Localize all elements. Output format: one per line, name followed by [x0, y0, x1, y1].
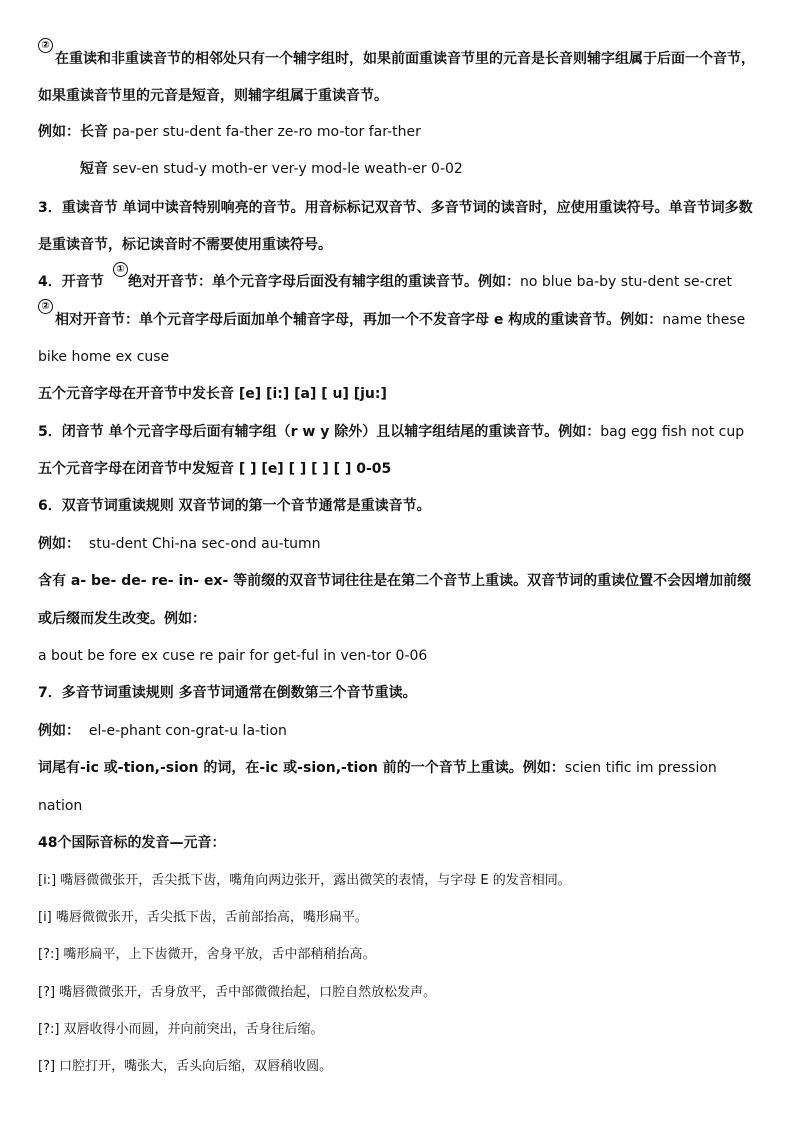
- section-4-line-3: bike home ex cuse: [38, 349, 170, 365]
- short-label: 短音: [80, 161, 108, 177]
- example-long-line: [38, 123, 778, 141]
- ipa-item: [i] 嘴唇微微张开，舌尖抵下齿，舌前部抬高，嘴形扁平。: [38, 910, 368, 925]
- long-words: pa-per stu-dent fa-ther ze-ro mo-tor far-ther: [112, 124, 421, 140]
- ipa-item: [i:] 嘴唇微微张开，舌尖抵下齿，嘴角向两边张开，露出微笑的表情，与字母 E 的发音相同。: [38, 873, 571, 888]
- ipa-item: [?:] 嘴形扁平，上下齿微开，舍身平放，舌中部稍稍抬高。: [38, 947, 376, 962]
- section-4-line-2: 相对开音节：单个元音字母后面加单个辅音字母，再加一个不发音字母 e 构成的重读音节。例如：name these: [55, 312, 746, 328]
- section-5-line-1: 5．闭音节 单个元音字母后面有辅字组（r w y 除外）且以辅字组结尾的重读音节。例如：bag egg fish not cup: [38, 424, 745, 440]
- section-7-line-4: nation: [38, 798, 83, 814]
- section-4-line-4: 五个元音字母在开音节中发长音 [e] [i:] [a] [ u] [ju:]: [38, 386, 387, 402]
- long-label: 长音: [80, 124, 108, 140]
- section-6-line-4: 或后缀而发生改变。例如：: [38, 611, 206, 627]
- section-6-example: 例如： stu-dent Chi-na sec-ond au-tumn: [38, 536, 321, 552]
- section-3-line-1: 3．重读音节 单词中读音特别响亮的音节。用音标标记双音节、多音节词的读音时，应使用重读符号。单音节词多数: [38, 200, 753, 216]
- section-6-line-1: 6．双音节词重读规则 双音节词的第一个音节通常是重读音节。: [38, 498, 431, 514]
- example-label: 例如：: [38, 124, 80, 140]
- ipa-item: [?:] 双唇收得小而圆，并向前突出，舌身往后缩。: [38, 1022, 324, 1037]
- ipa-item: [?] 嘴唇微微张开，舌身放平，舌中部微微抬起，口腔自然放松发声。: [38, 985, 437, 1000]
- rule2-continuation: 如果重读音节里的元音是短音，则辅字组属于重读音节。: [38, 88, 388, 104]
- circled-number-1: ①: [113, 262, 128, 277]
- section-4-line-1: 绝对开音节：单个元音字母后面没有辅字组的重读音节。例如：no blue ba-by stu-dent se-cret: [128, 274, 732, 290]
- section-6-line-5: a bout be fore ex cuse re pair for get-ful in ven-tor 0-06: [38, 648, 428, 664]
- ipa-item: [?] 口腔打开，嘴张大，舌头向后缩，双唇稍收圆。: [38, 1059, 333, 1074]
- section-7-example: 例如： el-e-phant con-grat-u la-tion: [38, 723, 287, 739]
- section-6-line-3: 含有 a- be- de- re- in- ex- 等前缀的双音节词往往是在第二个音节上重读。双音节词的重读位置不会因增加前缀: [38, 573, 752, 589]
- rule2-line: 在重读和非重读音节的相邻处只有一个辅字组时，如果前面重读音节里的元音是长音则辅字组属于后面一个音节，: [55, 51, 755, 67]
- section-7-line-1: 7．多音节词重读规则 多音节词通常在倒数第三个音节重读。: [38, 685, 417, 701]
- section-3-line-2: 是重读音节，标记读音时不需要使用重读符号。: [38, 237, 332, 253]
- example-short-line: [80, 160, 794, 178]
- short-words: sev-en stud-y moth-er ver-y mod-le weath-er 0-02: [112, 161, 463, 177]
- section-5-line-2: 五个元音字母在闭音节中发短音 [ ] [e] [ ] [ ] [ ] 0-05: [38, 461, 392, 477]
- circled-number-2: ②: [38, 38, 53, 53]
- ipa-heading: 48个国际音标的发音—元音：: [38, 835, 226, 851]
- circled-number-2: ②: [38, 299, 53, 314]
- section-4-heading: 4．开音节: [38, 274, 104, 290]
- section-7-line-3: 词尾有-ic 或-tion,-sion 的词，在-ic 或-sion,-tion 前的一个音节上重读。例如：scien tific im pression: [38, 760, 717, 776]
